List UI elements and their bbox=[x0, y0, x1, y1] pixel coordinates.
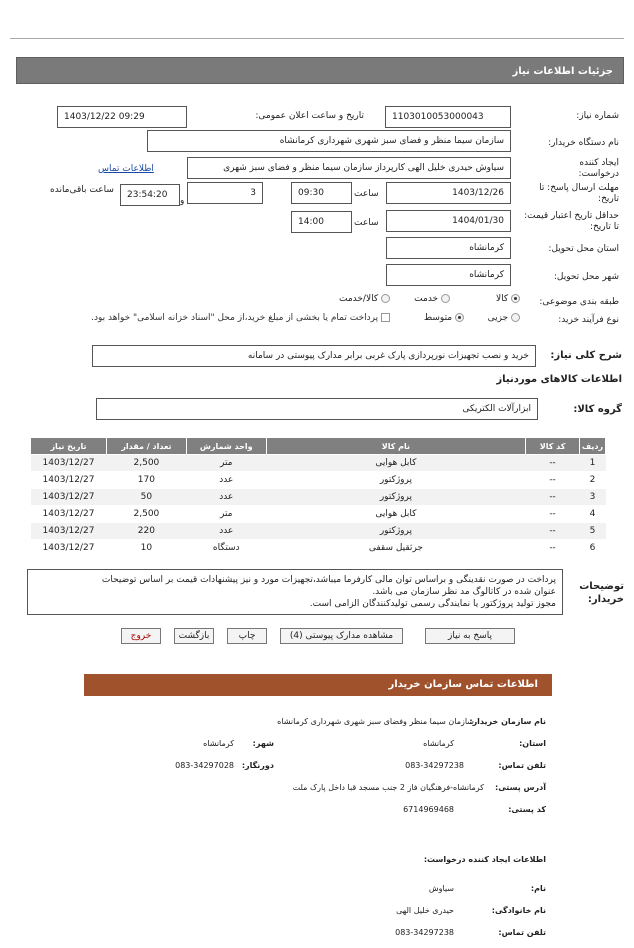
cell-code: -- bbox=[526, 540, 580, 557]
table-header-row bbox=[31, 438, 606, 455]
creator-phone-label: تلفن تماس: bbox=[498, 928, 546, 937]
cell-name: پروژکتور bbox=[266, 472, 525, 489]
table-row bbox=[31, 540, 606, 557]
category-option-goods[interactable]: کالا bbox=[496, 294, 520, 304]
radio-icon[interactable] bbox=[511, 313, 520, 322]
contact-fax-value: 083-34297028 bbox=[175, 761, 234, 770]
table-row bbox=[31, 472, 606, 489]
table-row bbox=[31, 455, 606, 472]
cell-date: 1403/12/27 bbox=[31, 523, 107, 540]
remaining-label: ساعت باقی‌مانده bbox=[50, 185, 114, 195]
category-option-both[interactable]: کالا/خدمت bbox=[339, 294, 390, 304]
announce-field: 1403/12/22 09:29 bbox=[57, 106, 187, 128]
contact-address-label: آدرس پستی: bbox=[495, 783, 546, 792]
exit-button[interactable]: خروج bbox=[121, 628, 161, 644]
print-button[interactable]: چاپ bbox=[227, 628, 267, 644]
creator-label: ایجاد کننده درخواست: bbox=[578, 158, 619, 179]
contact-org-label: نام سازمان خریدار: bbox=[469, 717, 546, 726]
contact-phone-value: 083-34297238 bbox=[405, 761, 464, 770]
cell-row: 1 bbox=[580, 455, 606, 472]
goods-group-field: ابزارآلات الکتریکی bbox=[96, 398, 538, 420]
days-field: 3 bbox=[187, 182, 263, 204]
cell-date: 1403/12/27 bbox=[31, 506, 107, 523]
buyer-org-label: نام دستگاه خریدار: bbox=[548, 138, 619, 148]
cell-qty: 220 bbox=[106, 523, 186, 540]
col-name: نام کالا bbox=[266, 438, 525, 455]
contact-city-label: شهر: bbox=[252, 739, 274, 748]
cell-name: کابل هوایی bbox=[266, 455, 525, 472]
cell-unit: متر bbox=[186, 506, 266, 523]
payment-checkbox-row[interactable]: پرداخت تمام یا بخشی از مبلغ خرید،از محل "اسناد خزانه اسلامی" خواهد بود. bbox=[91, 313, 390, 323]
back-button[interactable]: بازگشت bbox=[174, 628, 214, 644]
goods-info-title: اطلاعات کالاهای موردنیاز bbox=[496, 374, 622, 385]
attachments-button[interactable]: مشاهده مدارک پیوستی (4) bbox=[280, 628, 403, 644]
top-divider bbox=[10, 38, 624, 39]
cell-row: 3 bbox=[580, 489, 606, 506]
cell-qty: 170 bbox=[106, 472, 186, 489]
col-code: کد کالا bbox=[526, 438, 580, 455]
cell-qty: 2,500 bbox=[106, 506, 186, 523]
col-date: تاریخ نیاز bbox=[31, 438, 107, 455]
process-label: نوع فرآیند خرید: bbox=[558, 315, 619, 325]
contact-postal-label: کد پستی: bbox=[508, 805, 546, 814]
need-number-field: 1103010053000043 bbox=[385, 106, 511, 128]
contact-header: اطلاعات تماس سازمان خریدار bbox=[84, 674, 552, 696]
contact-postal-value: 6714969468 bbox=[403, 805, 454, 814]
remaining-time-field: 23:54:20 bbox=[120, 184, 180, 206]
goods-table bbox=[30, 437, 606, 557]
radio-icon[interactable] bbox=[441, 294, 450, 303]
cell-qty: 10 bbox=[106, 540, 186, 557]
cell-code: -- bbox=[526, 523, 580, 540]
cell-name: کابل هوایی bbox=[266, 506, 525, 523]
radio-selected-icon[interactable] bbox=[511, 294, 520, 303]
creator-name-label: نام: bbox=[530, 884, 546, 893]
validity-hour-field: 14:00 bbox=[291, 211, 352, 233]
col-qty: تعداد / مقدار bbox=[106, 438, 186, 455]
and-label: و bbox=[180, 196, 185, 206]
table-row bbox=[31, 506, 606, 523]
table-row bbox=[31, 523, 606, 540]
checkbox-icon[interactable] bbox=[381, 313, 390, 322]
table-row bbox=[31, 489, 606, 506]
reply-hour-field: 09:30 bbox=[291, 182, 352, 204]
summary-field: خرید و نصب تجهیزات نورپردازی پارک غربی برابر مدارک پیوستی در سامانه bbox=[92, 345, 536, 367]
cell-date: 1403/12/27 bbox=[31, 472, 107, 489]
cell-row: 2 bbox=[580, 472, 606, 489]
buyer-notes-label: توضیحات خریدار: bbox=[579, 581, 624, 605]
creator-info-title: اطلاعات ایجاد کننده درخواست: bbox=[423, 855, 546, 864]
cell-code: -- bbox=[526, 506, 580, 523]
validity-label: حداقل تاریخ اعتبار قیمت: تا تاریخ: bbox=[524, 211, 619, 232]
cell-date: 1403/12/27 bbox=[31, 540, 107, 557]
reply-button[interactable]: پاسخ به نیاز bbox=[425, 628, 515, 644]
contact-info-link[interactable]: اطلاعات تماس bbox=[98, 164, 154, 174]
cell-name: جرثقیل سقفی bbox=[266, 540, 525, 557]
contact-org-value: سازمان سیما منظر وفضای سبز شهری شهرداری کرمانشاه bbox=[277, 717, 474, 726]
radio-icon[interactable] bbox=[381, 294, 390, 303]
province-label: استان محل تحویل: bbox=[548, 244, 619, 254]
cell-row: 6 bbox=[580, 540, 606, 557]
city-label: شهر محل تحویل: bbox=[553, 272, 619, 282]
city-field: کرمانشاه bbox=[386, 264, 511, 286]
cell-name: پروژکتور bbox=[266, 489, 525, 506]
page-header: جزئیات اطلاعات نیاز bbox=[16, 57, 624, 84]
col-row: ردیف bbox=[580, 438, 606, 455]
cell-row: 4 bbox=[580, 506, 606, 523]
cell-code: -- bbox=[526, 472, 580, 489]
reply-date-field: 1403/12/26 bbox=[386, 182, 511, 204]
summary-label: شرح کلی نیاز: bbox=[550, 350, 622, 361]
cell-date: 1403/12/27 bbox=[31, 455, 107, 472]
buyer-notes-line2: عنوان شده در کاتالوگ مد نظر سازمان می باشد. bbox=[372, 587, 556, 597]
contact-fax-label: دورنگار: bbox=[241, 761, 274, 770]
cell-qty: 50 bbox=[106, 489, 186, 506]
cell-code: -- bbox=[526, 489, 580, 506]
need-number-label: شماره نیاز: bbox=[576, 111, 619, 121]
buyer-notes-box bbox=[27, 569, 563, 615]
cell-code: -- bbox=[526, 455, 580, 472]
contact-address-value: کرمانشاه-فرهنگیان فاز 2 جنب مسجد قبا داخل پارک ملت bbox=[292, 783, 484, 792]
cell-unit: دستگاه bbox=[186, 540, 266, 557]
contact-province-value: کرمانشاه bbox=[423, 739, 454, 748]
reply-deadline-label: مهلت ارسال پاسخ: تا تاریخ: bbox=[539, 183, 619, 204]
creator-family-value: حیدری خلیل الهی bbox=[396, 906, 454, 915]
buyer-notes-line3: مجوز تولید پروژکتور یا نمایندگی رسمی تولیدکنندگان الزامی است. bbox=[309, 599, 556, 609]
buyer-notes-line1: پرداخت در صورت نقدینگی و براساس توان مالی کارفرما میباشد،تجهیزات مورد و نیز پیشنهادات قیمت بر اساس توضیحات bbox=[101, 575, 556, 585]
province-field: کرمانشاه bbox=[386, 237, 511, 259]
cell-unit: عدد bbox=[186, 523, 266, 540]
cell-unit: عدد bbox=[186, 472, 266, 489]
reply-hour-label: ساعت bbox=[354, 189, 379, 199]
contact-phone-label: تلفن تماس: bbox=[498, 761, 546, 770]
col-unit: واحد شمارش bbox=[186, 438, 266, 455]
contact-city-value: کرمانشاه bbox=[203, 739, 234, 748]
process-option-minor[interactable]: جزیی bbox=[488, 313, 520, 323]
cell-qty: 2,500 bbox=[106, 455, 186, 472]
validity-hour-label: ساعت bbox=[354, 218, 379, 228]
buyer-org-field: سازمان سیما منظر و فضای سبز شهری شهرداری کرمانشاه bbox=[147, 130, 511, 152]
creator-family-label: نام خانوادگی: bbox=[491, 906, 546, 915]
cell-date: 1403/12/27 bbox=[31, 489, 107, 506]
creator-phone-value: 083-34297238 bbox=[395, 928, 454, 937]
goods-group-label: گروه کالا: bbox=[573, 404, 622, 415]
cell-unit: عدد bbox=[186, 489, 266, 506]
contact-province-label: استان: bbox=[519, 739, 546, 748]
cell-row: 5 bbox=[580, 523, 606, 540]
cell-unit: متر bbox=[186, 455, 266, 472]
cell-name: پروژکتور bbox=[266, 523, 525, 540]
creator-field: سیاوش حیدری خلیل الهی کارپرداز سازمان سیما منظر و فضای سبز شهری bbox=[187, 157, 511, 179]
creator-name-value: سیاوش bbox=[428, 884, 454, 893]
category-option-service[interactable]: خدمت bbox=[414, 294, 450, 304]
category-label: طبقه بندی موضوعی: bbox=[539, 297, 619, 307]
announce-label: تاریخ و ساعت اعلان عمومی: bbox=[255, 111, 364, 121]
radio-selected-icon[interactable] bbox=[455, 313, 464, 322]
process-option-medium[interactable]: متوسط bbox=[424, 313, 464, 323]
validity-date-field: 1404/01/30 bbox=[386, 210, 511, 232]
